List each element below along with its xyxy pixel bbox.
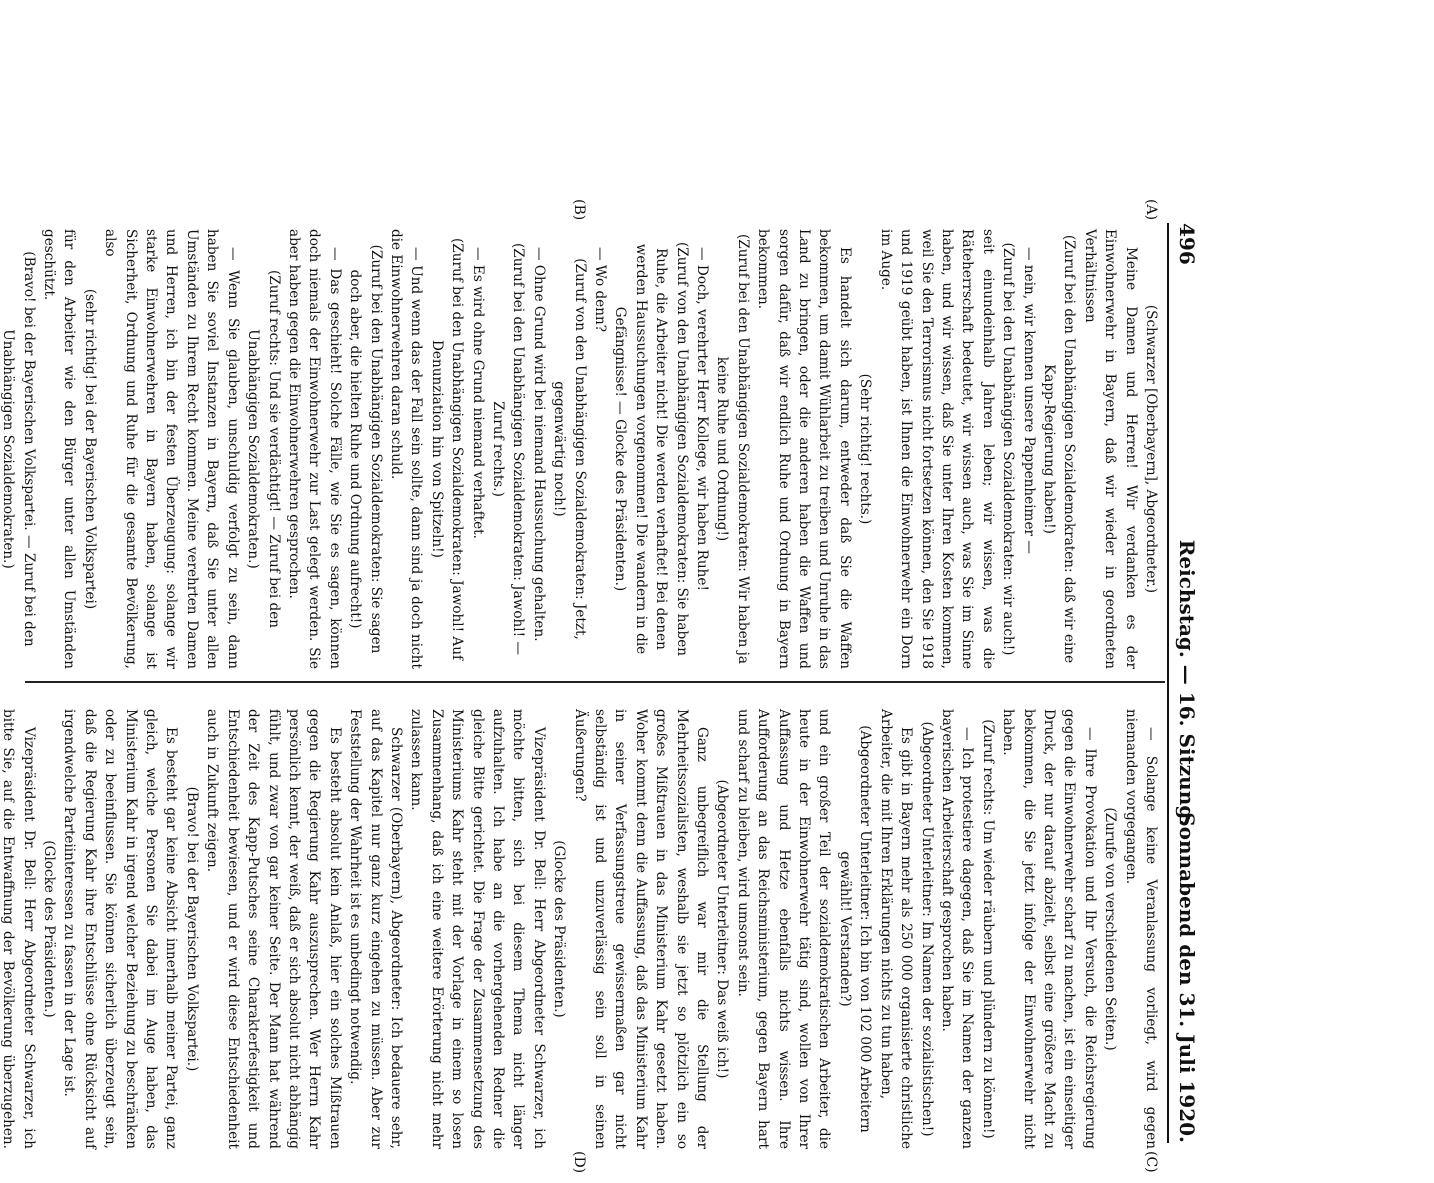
paragraph: — Ohne Grund wird bei niemand Haussuchung gehalten. [530, 247, 547, 642]
interjection: (sehr richtig! bei der Bayerischen Volkspartei) [81, 288, 98, 610]
paragraph: und ein großer Teil der sozialdemokratischen Arbeiter, die heute in der Einwohnerwehr tätig sind, wollen von Ihrer Auffassung und Hetze ebenfalls nichts wissen. Ihre Aufforderung an das Reichsministerium, gegen Bayern hart und scharf zu bleiben, wird umsonst sein. [734, 709, 833, 1149]
paragraph: Es besteht absolut kein Anlaß, hier ein solches Mißtrauen gegen die Regierung Kahr auszusprechen. Wer Herrn Kahr persönlich kennt, der weiß, daß er sich absolut nicht abhängig fühlt, und zwar von gar keiner Seite. Der Mann hat während der Zeit des Kapp-Putsches seine Charakterfestigkeit und Entschiedenheit bewiesen, und er wird diese Entschiedenheit auch in Zukunft zeigen. [204, 709, 343, 1149]
page-header [1167, 223, 1207, 1143]
interjection: (Zuruf bei den Unabhängigen Sozialdemokraten: Jawohl! — Zuruf rechts.) [490, 243, 527, 655]
page-number: 496 [1175, 223, 1199, 265]
interjection: (Zuruf bei den Unabhängigen Sozialdemokraten: Jawohl! Auf Denunziation hin von Spitzeln!) [428, 238, 466, 660]
paragraph: Schwarzer (Oberbayern), Abgeordneter: Ich bedauere sehr, auf das Kapitel nur ganz kurz eingehen zu müssen. Aber zur Feststellung der Wahrheit ist es unbedingt notwendig. [347, 709, 404, 1149]
right-column [0, 709, 1161, 1149]
interjection: (Glocke des Präsidenten.) [41, 840, 58, 1018]
interjection: (Zuruf bei den Unabhängigen Sozialdemokraten: daß wir eine Kapp-Regierung haben!) [1040, 234, 1078, 664]
interjection: (Bravo! bei der Bayerischen Volkspartei. — Zuruf bei den Unabhängigen Sozialdemokraten.) [0, 251, 37, 647]
paragraph: Es besteht gar keine Absicht innerhalb meiner Partei, ganz gleich, welche Personen Sie dabei im Auge haben, das Ministerium Kahr in irgend welcher Beziehung zu beschränken oder zu beeinflussen. Sie können sicherlich überzeugt sein, daß die Regierung Kahr ihre Entschlüsse ohne Rücksicht auf irgendwelche Parteiinteressen zu fassen in der Lage ist. [61, 709, 180, 1149]
paragraph: Es handelt sich darum, entweder daß Sie die Waffen bekommen, um damit Wühlarbeit zu treiben und Unruhe in das Land zu bringen, oder die anderen haben die Waffen und sorgen dafür, daß wir endlich Ruhe und Ordnung in Bayern bekommen. [755, 229, 853, 669]
paragraph: — Ich protestiere dagegen, daß Sie im Namen der ganzen bayerischen Arbeiterschaft gesprochen haben. [938, 709, 976, 1149]
paragraph: Meine Damen und Herren! Wir verdanken es der Einwohnerwehr in Bayern, daß wir wieder in geordneten Verhältnissen [1081, 229, 1139, 669]
session-title: Reichstag. — 16. Sitzung. [1175, 539, 1199, 827]
interjection: (Zuruf von den Unabhängigen Sozialdemokraten: Sie haben Ruhe, die Arbeiter nicht! Die werden verhaftet! Bei denen werden Haussuchungen vorgenommen! Die wandern in die Gefängnisse! — Glocke des Präsidenten.) [612, 241, 690, 657]
interjection: (Zuruf rechts: Und sie verdächtigt! — Zuruf bei den Unabhängigen Sozialdemokraten.) [245, 269, 282, 629]
margin-mark-d: (D) [571, 1151, 587, 1174]
paragraph: — Wenn Sie glauben, unschuldig verfolgt zu sein, dann haben Sie soviel Instanzen in Bayern, daß Sie unter allen Umständen zu Ihrem Recht kommen. Meine verehrten Damen und Herren, ich bin der festen Überzeugung: solange wir starke Einwohnerwehren in Bayern haben, solange ist Sicherheit, Ordnung und Ruhe für die gesamte Bevölkerung, also [102, 229, 241, 669]
paragraph: — Das geschieht! Solche Fälle, wie Sie es sagen, können doch niemals der Einwohnerwehr zur Last gelegt werden. Sie aber haben gegen die Einwohnerwehren gesprochen. [285, 229, 343, 669]
paragraph: — Ihre Provokation und Ihr Versuch, die Reichsregierung gegen die Einwohnerwehr scharf zu machen, ist ein einseitiger Druck, der nur darauf abzielt, selbst eine größere Macht zu bekommen, die Sie jetzt infolge der Einwohnerwehr nicht haben. [1000, 709, 1098, 1149]
paragraph: Ganz unbegreiflich war mir die Stellung der Mehrheitssozialisten, weshalb sie jetzt so plötzlich ein so großes Mißtrauen in das Ministerium Kahr gesetzt haben. Woher kommt denn die Auffassung, daß das Ministerium Kahr in seiner Verfassungstreue gewissermaßen gar nicht selbständig ist und unzuverlässig sein soll in seinen Äußerungen? [571, 709, 711, 1149]
interjection: (Abgeordneter Unterleitner: Ich bin von 102 000 Arbeitern gewählt! Verstanden?) [836, 725, 874, 1133]
interjection: (Abgeordneter Unterleitner: Das weiß ich!) [714, 779, 731, 1079]
paragraph: — Und wenn das der Fall sein sollte, dann sind ja doch nicht die Einwohnerwehren daran schuld. [387, 229, 425, 669]
interjection: (Zuruf von den Unabhängigen Sozialdemokraten: Jetzt, gegenwärtig noch!) [551, 258, 588, 640]
paragraph: für den Arbeiter wie den Bürger unter allen Umständen geschützt. [41, 229, 78, 669]
interjection: (Zuruf rechts: Um wieder räubern und plündern zu können!) [979, 719, 996, 1139]
interjection: (Zuruf bei den Unabhängigen Sozialdemokraten: Sie sagen doch aber, die hielten Ruhe und Ordnung aufrecht!) [347, 244, 384, 654]
rotated-page [0, 183, 1217, 1183]
header-rule [1167, 223, 1169, 1143]
interjection: (Bravo! bei der Bayerischen Volkspartei.) [183, 786, 200, 1072]
session-date: Sonnabend den 31. Juli 1920. [1175, 812, 1199, 1143]
paragraph: — Wo denn? [592, 247, 609, 333]
interjection: (Zurufe von verschiedenen Seiten.) [1102, 807, 1119, 1051]
interjection: (Zuruf bei den Unabhängigen Sozialdemokraten: Wir haben ja keine Ruhe und Ordnung!) [714, 233, 751, 665]
interjection: (Glocke des Präsidenten.) [551, 840, 568, 1018]
interjection: (Abgeordneter Unterleitner: Im Namen der sozialistischen!) [918, 721, 935, 1137]
margin-mark-c: (C) [1143, 1151, 1159, 1173]
paragraph: — Solange keine Veranlassung vorliegt, wird gegen niemanden vorgegangen. [1122, 709, 1159, 1149]
left-column [0, 229, 1161, 669]
paragraph: — nein, wir kennen unsere Pappenheimer — [1020, 247, 1037, 554]
margin-mark-b: (B) [571, 199, 587, 221]
paragraph: Es gibt in Bayern mehr als 250 000 organisierte christliche Arbeiter, die mit Ihren Erklärungen nichts zu tun haben, [877, 709, 915, 1149]
paragraph: Vizepräsident Dr. Bell: Herr Abgeordneter Schwarzer, ich möchte bitten, sich bei diesem Thema nicht länger aufzuhalten. Ich habe an die vorhergehenden Redner die gleiche Bitte gerichtet. Die Frage der Zusammensetzung des Ministeriums Kahr steht mit der Vorlage in einem so losen Zusammenhang, daß ich eine weitere Erörterung nicht mehr zulassen kann. [408, 709, 547, 1149]
margin-mark-a: (A) [1143, 199, 1159, 221]
paragraph: — Es wird ohne Grund niemand verhaftet. [469, 247, 486, 539]
paragraph: (Schwarzer [Oberbayern], Abgeordneter.) [1143, 304, 1159, 594]
interjection: (Sehr richtig! rechts.) [857, 373, 874, 525]
interjection: (Zuruf bei den Unabhängigen Sozialdemokraten: wir auch!) [1000, 242, 1017, 656]
paragraph: Vizepräsident Dr. Bell: Herr Abgeordneter Schwarzer, ich bitte Sie, auf die Entwaffnung der Bevölkerung überzugehen. [0, 709, 37, 1149]
column-divider [25, 681, 1165, 683]
paragraph: seit einundeinhalb Jahren leben; wir wissen, was die Räteherrschaft bedeutet, wir wissen auch, was Sie im Sinne haben, und wir wissen, daß Sie unter Ihren Kosten kommen, weil Sie den Terrorismus nicht fortsetzen können, den Sie 1918 und 1919 geübt haben, ist Ihnen die Einwohnerwehr ein Dorn im Auge. [877, 229, 996, 669]
paragraph: — Doch, verehrter Herr Kollege, wir haben Ruhe! [694, 247, 711, 591]
